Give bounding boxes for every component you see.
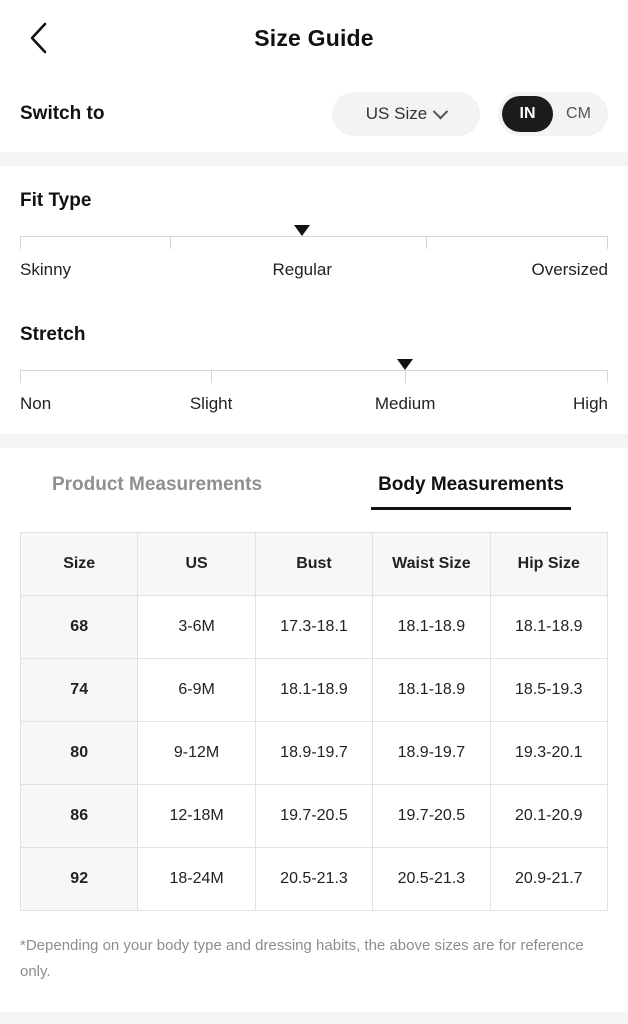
cell-bust: 20.5-21.3 xyxy=(255,848,372,911)
table-header-hip: Hip Size xyxy=(490,533,607,596)
bottom-divider xyxy=(0,1012,628,1024)
cell-bust: 17.3-18.1 xyxy=(255,596,372,659)
fit-type-marker xyxy=(294,225,310,236)
section-divider-2 xyxy=(0,434,628,448)
table-row xyxy=(21,659,608,722)
cell-us: 18-24M xyxy=(138,848,255,911)
table-row xyxy=(21,848,608,911)
chevron-left-icon xyxy=(27,21,49,55)
switch-row xyxy=(0,76,628,152)
cell-waist: 18.1-18.9 xyxy=(373,659,490,722)
stretch-section xyxy=(0,300,628,434)
fit-type-section xyxy=(0,166,628,300)
cell-hip: 20.9-21.7 xyxy=(490,848,607,911)
cell-size: 80 xyxy=(21,722,138,785)
tab-product-measurements[interactable]: Product Measurements xyxy=(51,474,263,495)
stretch-track xyxy=(20,370,608,384)
table-header-row xyxy=(21,533,608,596)
stretch-label-medium: Medium xyxy=(374,394,436,413)
fit-type-label-skinny: Skinny xyxy=(20,260,72,279)
fit-type-track xyxy=(20,236,608,250)
footnote: *Depending on your body type and dressing habits, the above sizes are for reference only. xyxy=(20,937,584,981)
fit-type-labels xyxy=(20,260,608,292)
cell-size: 74 xyxy=(21,659,138,722)
section-divider xyxy=(0,152,628,166)
back-button[interactable] xyxy=(10,10,66,66)
switch-controls xyxy=(332,92,608,136)
cell-hip: 20.1-20.9 xyxy=(490,785,607,848)
cell-bust: 18.9-19.7 xyxy=(255,722,372,785)
size-table-wrapper xyxy=(0,510,628,911)
table-header-bust: Bust xyxy=(255,533,372,596)
cell-us: 6-9M xyxy=(138,659,255,722)
measurement-tabs xyxy=(0,448,628,510)
cell-us: 12-18M xyxy=(138,785,255,848)
cell-hip: 18.1-18.9 xyxy=(490,596,607,659)
page-title: Size Guide xyxy=(254,24,374,51)
cell-size: 86 xyxy=(21,785,138,848)
stretch-label-high: High xyxy=(573,394,608,413)
cell-us: 3-6M xyxy=(138,596,255,659)
table-row xyxy=(21,722,608,785)
table-header-us: US xyxy=(138,533,255,596)
chevron-down-icon xyxy=(433,103,449,119)
fit-type-label-oversized: Oversized xyxy=(531,260,608,279)
cell-waist: 18.9-19.7 xyxy=(373,722,490,785)
cell-us: 9-12M xyxy=(138,722,255,785)
size-system-value: US Size xyxy=(365,104,428,123)
stretch-label-non: Non xyxy=(20,394,52,413)
size-system-dropdown[interactable] xyxy=(332,92,480,136)
table-header-size: Size xyxy=(21,533,138,596)
cell-waist: 20.5-21.3 xyxy=(373,848,490,911)
table-header-waist: Waist Size xyxy=(373,533,490,596)
switch-to-label: Switch to xyxy=(20,103,105,124)
tab-body-measurements[interactable]: Body Measurements xyxy=(314,474,628,510)
stretch-title: Stretch xyxy=(20,324,86,345)
unit-option-cm[interactable]: CM xyxy=(566,105,591,122)
fit-type-title: Fit Type xyxy=(20,190,92,211)
cell-hip: 18.5-19.3 xyxy=(490,659,607,722)
cell-waist: 19.7-20.5 xyxy=(373,785,490,848)
stretch-marker xyxy=(397,359,413,370)
cell-bust: 19.7-20.5 xyxy=(255,785,372,848)
header xyxy=(0,0,628,76)
cell-size: 68 xyxy=(21,596,138,659)
unit-option-in[interactable]: IN xyxy=(502,96,553,132)
cell-size: 92 xyxy=(21,848,138,911)
cell-bust: 18.1-18.9 xyxy=(255,659,372,722)
unit-toggle[interactable] xyxy=(498,92,608,136)
table-row xyxy=(21,785,608,848)
cell-waist: 18.1-18.9 xyxy=(373,596,490,659)
table-row xyxy=(21,596,608,659)
fit-type-label-regular: Regular xyxy=(272,260,333,279)
stretch-label-slight: Slight xyxy=(189,394,233,413)
stretch-labels xyxy=(20,394,608,426)
size-table xyxy=(20,532,608,911)
cell-hip: 19.3-20.1 xyxy=(490,722,607,785)
